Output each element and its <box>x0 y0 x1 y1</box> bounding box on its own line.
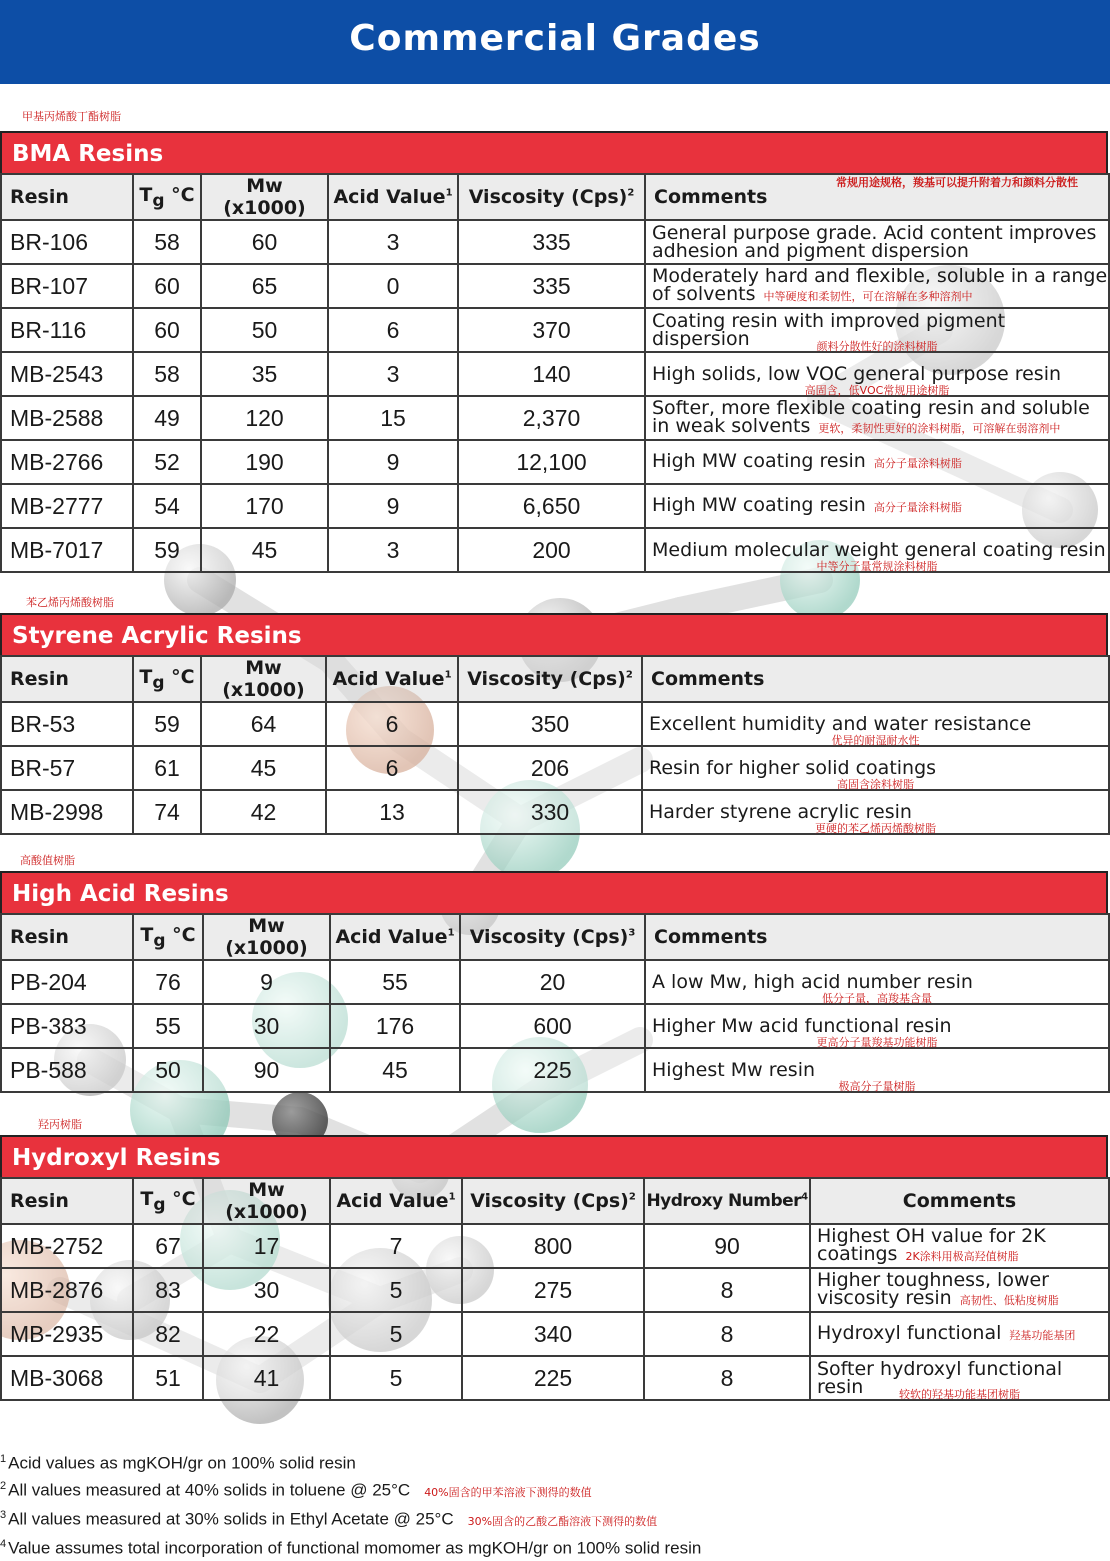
acid-value-cell: 7 <box>330 1224 462 1268</box>
column-header-mw: Mw (x1000) <box>201 656 326 702</box>
comment-text: High MW coating resin <box>652 493 866 516</box>
high-acid-resins-table <box>0 913 1110 1093</box>
tg-cell: 60 <box>133 308 201 352</box>
acid-value-cell: 9 <box>328 484 458 528</box>
mw-cell: 45 <box>201 528 328 572</box>
tg-cell: 49 <box>133 396 201 440</box>
mw-cell: 50 <box>201 308 328 352</box>
comment-text: Resin for higher solid coatings <box>649 757 937 779</box>
high-acid-section-annotation: 高酸值树脂 <box>20 854 75 867</box>
acid-value-cell: 176 <box>330 1004 460 1048</box>
viscosity-cell: 12,100 <box>458 440 645 484</box>
viscosity-cell: 20 <box>460 960 645 1004</box>
comments-header-annotation: 常规用途规格，羧基可以提升附着力和颜料分散性 <box>836 176 1078 189</box>
resin-name-cell: BR-107 <box>1 264 133 308</box>
table-row <box>1 528 1109 572</box>
bma-resins-table <box>0 173 1110 573</box>
acid-value-cell: 6 <box>326 702 458 746</box>
comment-text: Coating resin with improved pigment dispersion <box>652 310 1006 350</box>
tg-cell: 59 <box>133 528 201 572</box>
comment-annotation: 极高分子量树脂 <box>838 1080 916 1093</box>
comment-cell <box>645 960 1109 1004</box>
table-row <box>1 396 1109 440</box>
acid-value-cell: 13 <box>326 790 458 834</box>
column-header-acid-value: Acid Value$^1$ <box>330 1178 462 1224</box>
column-header-tg: $T_g$ °C <box>133 174 201 220</box>
comment-text: Higher Mw acid functional resin <box>652 1015 952 1037</box>
comment-text: Higher toughness, lower viscosity resin <box>817 1268 1049 1309</box>
mw-cell: 65 <box>201 264 328 308</box>
column-header-viscosity: Viscosity (Cps)$^2$ <box>462 1178 644 1224</box>
acid-value-cell: 6 <box>328 308 458 352</box>
footnote-line <box>0 1448 701 1475</box>
table-row <box>1 746 1109 790</box>
footnote-marker: 4 <box>0 1538 7 1551</box>
tg-cell: 51 <box>133 1356 203 1400</box>
column-header-hydroxy-number: Hydroxy Number$^4$ <box>644 1178 810 1224</box>
table-header-row <box>1 656 1109 702</box>
comment-text: Medium molecular weight general coating resin <box>652 539 1106 561</box>
column-header-mw: Mw (x1000) <box>201 174 328 220</box>
viscosity-cell: 206 <box>458 746 642 790</box>
acid-value-cell: 45 <box>330 1048 460 1092</box>
acid-value-cell: 55 <box>330 960 460 1004</box>
comment-cell <box>645 396 1109 440</box>
comment-annotation: 2K涂料用极高羟值树脂 <box>905 1249 1019 1263</box>
resin-name-cell: PB-588 <box>1 1048 133 1092</box>
footnote-line <box>0 1475 701 1504</box>
viscosity-cell: 225 <box>462 1356 644 1400</box>
tg-cell: 58 <box>133 352 201 396</box>
comment-cell <box>810 1268 1109 1312</box>
high-acid-section-title: High Acid Resins <box>0 871 1108 913</box>
table-row <box>1 1224 1109 1268</box>
viscosity-cell: 275 <box>462 1268 644 1312</box>
styrene-acrylic-resins-table <box>0 655 1110 835</box>
footnote-marker: 1 <box>0 1453 7 1465</box>
table-row <box>1 1048 1109 1092</box>
footnote-marker: 2 <box>0 1480 7 1493</box>
resin-name-cell: MB-2935 <box>1 1312 133 1356</box>
mw-cell: 22 <box>203 1312 330 1356</box>
comment-cell <box>645 1004 1109 1048</box>
comment-text: General purpose grade. Acid content improves adhesion and pigment dispersion <box>652 222 1097 262</box>
comment-annotation: 高固含涂料树脂 <box>837 778 914 791</box>
comment-annotation: 高分子量涂料树脂 <box>873 456 962 470</box>
comment-cell <box>645 484 1109 528</box>
column-header-comments: Comments <box>645 914 1109 960</box>
viscosity-cell: 225 <box>460 1048 645 1092</box>
comment-annotation: 高分子量涂料树脂 <box>873 500 962 514</box>
comment-text: Softer hydroxyl functional resin <box>817 1358 1063 1398</box>
table-row <box>1 1356 1109 1400</box>
mw-cell: 41 <box>203 1356 330 1400</box>
resin-name-cell: MB-2543 <box>1 352 133 396</box>
tg-cell: 82 <box>133 1312 203 1356</box>
viscosity-cell: 800 <box>462 1224 644 1268</box>
footnote-marker: 3 <box>0 1509 7 1522</box>
comment-cell <box>642 702 1109 746</box>
comment-text: Excellent humidity and water resistance <box>649 713 1032 735</box>
styrene-section-annotation: 苯乙烯丙烯酸树脂 <box>26 596 114 609</box>
table-row <box>1 220 1109 264</box>
hydroxyl-section-title: Hydroxyl Resins <box>0 1135 1108 1177</box>
resin-name-cell: MB-2777 <box>1 484 133 528</box>
acid-value-cell: 15 <box>328 396 458 440</box>
acid-value-cell: 3 <box>328 220 458 264</box>
column-header-mw: Mw (x1000) <box>203 914 330 960</box>
footnote-annotation: 40%固含的甲苯溶液下测得的数值 <box>424 1485 592 1499</box>
mw-cell: 90 <box>203 1048 330 1092</box>
comment-text: Moderately hard and flexible, soluble in a range of solvents <box>652 264 1108 305</box>
acid-value-cell: 5 <box>330 1312 462 1356</box>
comment-cell <box>645 308 1109 352</box>
comment-annotation: 更硬的苯乙烯丙烯酸树脂 <box>815 822 936 835</box>
comment-cell <box>645 1048 1109 1092</box>
tg-cell: 74 <box>133 790 201 834</box>
tg-cell: 50 <box>133 1048 203 1092</box>
comment-text: High solids, low VOC general purpose resin <box>652 363 1062 385</box>
comment-cell <box>810 1224 1109 1268</box>
comment-text: Softer, more flexible coating resin and soluble in weak solvents <box>652 396 1090 437</box>
column-header-comments: Comments <box>810 1178 1109 1224</box>
page-header <box>0 0 1110 84</box>
bma-section-annotation: 甲基丙烯酸丁酯树脂 <box>22 110 121 123</box>
viscosity-cell: 140 <box>458 352 645 396</box>
viscosity-cell: 2,370 <box>458 396 645 440</box>
column-header-tg: $T_g$ °C <box>133 1178 203 1224</box>
comment-cell <box>642 790 1109 834</box>
high-acid-resins-section <box>0 871 1108 1093</box>
column-header-viscosity: Viscosity (Cps)$^3$ <box>460 914 645 960</box>
page-title: Commercial Grades <box>349 18 761 59</box>
column-header-comments: Comments 常规用途规格，羧基可以提升附着力和颜料分散性 <box>645 174 1109 220</box>
column-header-tg: $T_g$ °C <box>133 914 203 960</box>
comment-cell <box>645 352 1109 396</box>
comment-annotation: 高韧性、低粘度树脂 <box>959 1293 1059 1307</box>
tg-cell: 67 <box>133 1224 203 1268</box>
tg-cell: 61 <box>133 746 201 790</box>
footnote-annotation: 30%固含的乙酸乙酯溶液下测得的数值 <box>467 1514 658 1528</box>
hydroxy-number-cell: 8 <box>644 1312 810 1356</box>
resin-name-cell: MB-7017 <box>1 528 133 572</box>
table-header-row <box>1 1178 1109 1224</box>
tg-cell: 52 <box>133 440 201 484</box>
viscosity-cell: 335 <box>458 220 645 264</box>
comment-cell <box>810 1312 1109 1356</box>
table-row <box>1 308 1109 352</box>
column-header-viscosity: Viscosity (Cps)$^2$ <box>458 174 645 220</box>
footnotes <box>0 1448 701 1561</box>
table-row <box>1 1004 1109 1048</box>
mw-cell: 30 <box>203 1268 330 1312</box>
table-row <box>1 960 1109 1004</box>
comment-annotation: 更高分子量羧基功能树脂 <box>816 1036 938 1049</box>
table-header-row <box>1 174 1109 220</box>
acid-value-cell: 9 <box>328 440 458 484</box>
comment-cell <box>810 1356 1109 1400</box>
table-row <box>1 702 1109 746</box>
comment-annotation: 低分子量，高羧基含量 <box>822 992 932 1005</box>
mw-cell: 9 <box>203 960 330 1004</box>
resin-name-cell: BR-106 <box>1 220 133 264</box>
viscosity-cell: 6,650 <box>458 484 645 528</box>
column-header-resin: Resin <box>1 914 133 960</box>
comment-annotation: 中等硬度和柔韧性，可在溶解在多种溶剂中 <box>763 289 973 303</box>
comment-text: Highest Mw resin <box>652 1059 816 1081</box>
table-row <box>1 352 1109 396</box>
resin-name-cell: MB-2588 <box>1 396 133 440</box>
acid-value-cell: 5 <box>330 1268 462 1312</box>
table-row <box>1 440 1109 484</box>
comment-annotation: 更软，柔韧性更好的涂料树脂，可溶解在弱溶剂中 <box>818 421 1061 435</box>
mw-cell: 35 <box>201 352 328 396</box>
styrene-section-title: Styrene Acrylic Resins <box>0 613 1108 655</box>
table-row <box>1 1312 1109 1356</box>
comment-text: A low Mw, high acid number resin <box>652 971 973 993</box>
mw-cell: 30 <box>203 1004 330 1048</box>
column-header-acid-value: Acid Value$^1$ <box>330 914 460 960</box>
mw-cell: 190 <box>201 440 328 484</box>
mw-cell: 45 <box>201 746 326 790</box>
resin-name-cell: BR-57 <box>1 746 133 790</box>
mw-cell: 170 <box>201 484 328 528</box>
footnote-text: All values measured at 30% solids in Ethyl Acetate @ 25°C <box>8 1509 454 1529</box>
resin-name-cell: BR-116 <box>1 308 133 352</box>
tg-cell: 59 <box>133 702 201 746</box>
viscosity-cell: 335 <box>458 264 645 308</box>
comment-annotation: 羟基功能基团 <box>1009 1328 1076 1342</box>
comment-cell <box>645 264 1109 308</box>
column-header-resin: Resin <box>1 174 133 220</box>
hydroxyl-section-annotation: 羟丙树脂 <box>38 1118 82 1131</box>
comment-text: Harder styrene acrylic resin <box>649 801 912 823</box>
mw-cell: 17 <box>203 1224 330 1268</box>
comment-cell <box>642 746 1109 790</box>
table-row <box>1 1268 1109 1312</box>
table-row <box>1 264 1109 308</box>
hydroxy-number-cell: 8 <box>644 1268 810 1312</box>
comment-cell <box>645 220 1109 264</box>
acid-value-cell: 3 <box>328 528 458 572</box>
comment-text: Hydroxyl functional <box>817 1321 1002 1344</box>
footnote-line <box>0 1533 701 1560</box>
column-header-comments: Comments <box>642 656 1109 702</box>
viscosity-cell: 340 <box>462 1312 644 1356</box>
comment-annotation: 高固含，低VOC常规用途树脂 <box>804 384 950 397</box>
mw-cell: 42 <box>201 790 326 834</box>
styrene-acrylic-resins-section <box>0 613 1108 835</box>
comment-annotation: 优异的耐湿耐水性 <box>831 734 920 747</box>
tg-cell: 55 <box>133 1004 203 1048</box>
viscosity-cell: 350 <box>458 702 642 746</box>
viscosity-cell: 600 <box>460 1004 645 1048</box>
tg-cell: 76 <box>133 960 203 1004</box>
acid-value-cell: 5 <box>330 1356 462 1400</box>
mw-cell: 60 <box>201 220 328 264</box>
hydroxy-number-cell: 90 <box>644 1224 810 1268</box>
column-header-acid-value: Acid Value$^1$ <box>326 656 458 702</box>
resin-name-cell: PB-204 <box>1 960 133 1004</box>
column-header-viscosity: Viscosity (Cps)$^2$ <box>458 656 642 702</box>
comment-cell <box>645 440 1109 484</box>
footnote-text: Value assumes total incorporation of functional momomer as mgKOH/gr on 100% solid resin <box>8 1539 702 1559</box>
acid-value-cell: 3 <box>328 352 458 396</box>
resin-name-cell: MB-2876 <box>1 1268 133 1312</box>
tg-cell: 83 <box>133 1268 203 1312</box>
viscosity-cell: 200 <box>458 528 645 572</box>
column-header-mw: Mw (x1000) <box>203 1178 330 1224</box>
bma-section-title: BMA Resins <box>0 131 1108 173</box>
table-row <box>1 790 1109 834</box>
hydroxyl-resins-table <box>0 1177 1110 1401</box>
hydroxyl-resins-section <box>0 1135 1108 1401</box>
column-header-resin: Resin <box>1 656 133 702</box>
column-header-tg: $T_g$ °C <box>133 656 201 702</box>
comment-annotation: 较软的羟基功能基团树脂 <box>899 1388 1020 1401</box>
viscosity-cell: 330 <box>458 790 642 834</box>
footnote-text: Acid values as mgKOH/gr on 100% solid resin <box>8 1453 356 1473</box>
mw-cell: 64 <box>201 702 326 746</box>
footnote-text: All values measured at 40% solids in toluene @ 25°C <box>8 1480 411 1500</box>
acid-value-cell: 6 <box>326 746 458 790</box>
resin-name-cell: MB-2766 <box>1 440 133 484</box>
footnote-line <box>0 1504 701 1533</box>
acid-value-cell: 0 <box>328 264 458 308</box>
resin-name-cell: MB-2998 <box>1 790 133 834</box>
resin-name-cell: PB-383 <box>1 1004 133 1048</box>
viscosity-cell: 370 <box>458 308 645 352</box>
hydroxy-number-cell: 8 <box>644 1356 810 1400</box>
mw-cell: 120 <box>201 396 328 440</box>
resin-name-cell: MB-3068 <box>1 1356 133 1400</box>
resin-name-cell: BR-53 <box>1 702 133 746</box>
resin-name-cell: MB-2752 <box>1 1224 133 1268</box>
comment-cell <box>645 528 1109 572</box>
column-header-acid-value: Acid Value$^1$ <box>328 174 458 220</box>
tg-cell: 58 <box>133 220 201 264</box>
bma-resins-section <box>0 131 1108 573</box>
column-header-resin: Resin <box>1 1178 133 1224</box>
tg-cell: 54 <box>133 484 201 528</box>
comment-annotation: 颜料分散性好的涂料树脂 <box>816 340 938 353</box>
table-row <box>1 484 1109 528</box>
comment-text: Highest OH value for 2K coatings <box>817 1224 1046 1265</box>
comment-text: High MW coating resin <box>652 449 866 472</box>
comment-annotation: 中等分子量常规涂料树脂 <box>816 560 938 573</box>
table-header-row <box>1 914 1109 960</box>
tg-cell: 60 <box>133 264 201 308</box>
